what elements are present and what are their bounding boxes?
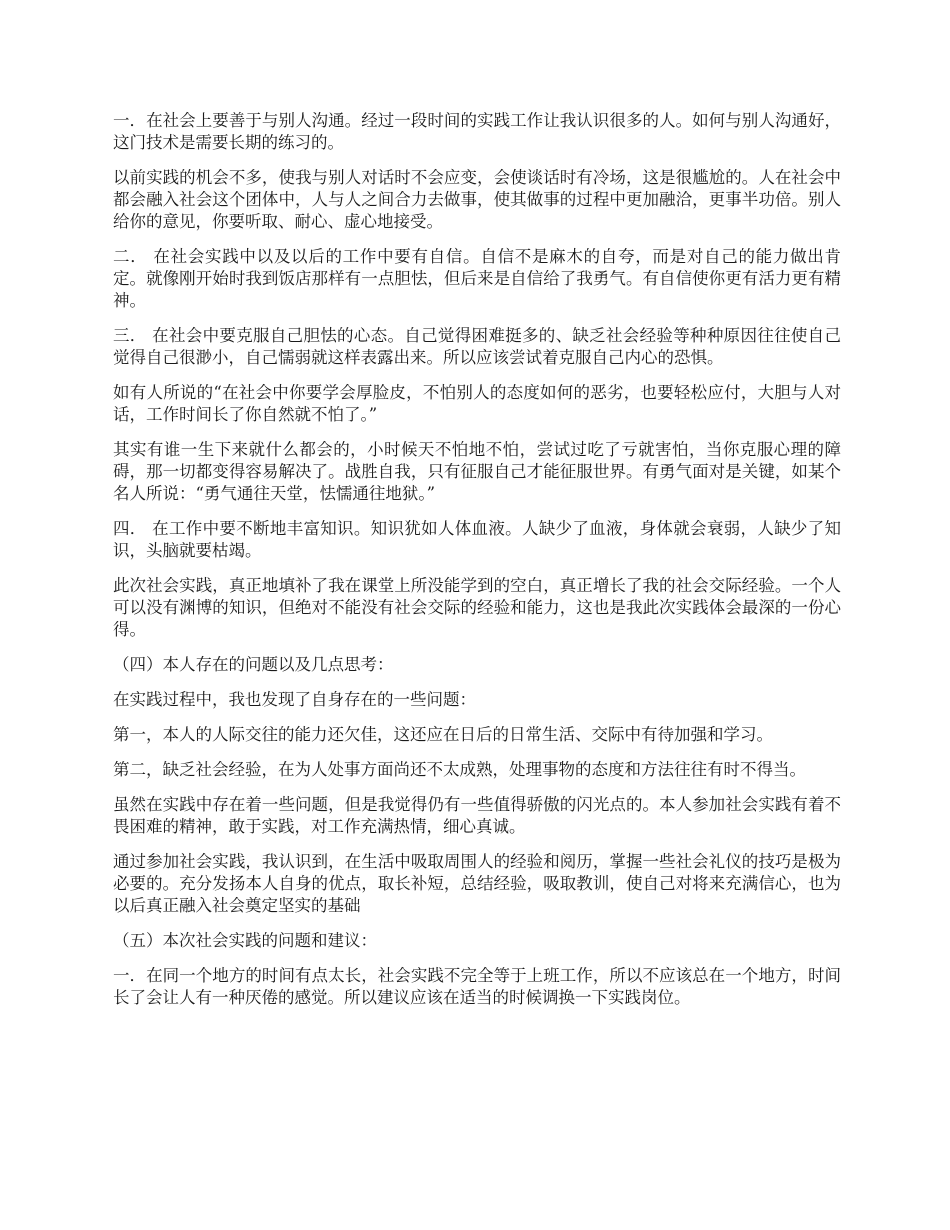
paragraph-12: 第二，缺乏社会经验，在为人处事方面尚还不太成熟，处理事物的态度和方法往往有时不得当。 xyxy=(113,760,806,779)
paragraph-2: 以前实践的机会不多，使我与别人对话时不会应变，会使谈话时有冷场，这是很尴尬的。人在社会中都会融入社会这个团体中，人与人之间合力去做事，使其做事的过程中更加融洽，更事半功倍。别人给你的意见，你要听取、耐心、虚心地接受。 xyxy=(113,168,841,231)
section-heading-4: （四）本人存在的问题以及几点思考： xyxy=(113,655,394,674)
paragraph-1: 一．在社会上要善于与别人沟通。经过一段时间的实践工作让我认识很多的人。如何与别人沟通好，这门技术是需要长期的练习的。 xyxy=(113,111,841,152)
paragraph-4: 三． 在社会中要克服自己胆怯的心态。自己觉得困难挺多的、缺乏社会经验等种种原因往往使自己觉得自己很渺小，自己懦弱就这样表露出来。所以应该尝试着克服自己内心的恐惧。 xyxy=(113,326,841,367)
document-body xyxy=(113,110,841,1022)
paragraph-5: 如有人所说的“在社会中你要学会厚脸皮，不怕别人的态度如何的恶劣，也要轻松应付，大胆与人对话，工作时间长了你自然就不怕了。” xyxy=(113,383,841,424)
section-heading-5: （五）本次社会实践的问题和建议： xyxy=(113,931,377,950)
paragraph-8: 此次社会实践，真正地填补了我在课堂上所没能学到的空白，真正增长了我的社会交际经验。一个人可以没有渊博的知识，但绝对不能没有社会交际的经验和能力，这也是我此次实践体会最深的一份心得。 xyxy=(113,576,841,639)
paragraph-7: 四． 在工作中要不断地丰富知识。知识犹如人体血液。人缺少了血液，身体就会衰弱，人缺少了知识，头脑就要枯竭。 xyxy=(113,519,841,560)
paragraph-14: 通过参加社会实践，我认识到，在生活中吸取周围人的经验和阅历，掌握一些社会礼仪的技巧是极为必要的。充分发扬本人自身的优点，取长补短，总结经验，吸取教训，使自己对将来充满信心，也为以后真正融入社会奠定坚实的基础 xyxy=(113,852,841,915)
paragraph-16: 一．在同一个地方的时间有点太长，社会实践不完全等于上班工作，所以不应该总在一个地方，时间长了会让人有一种厌倦的感觉。所以建议应该在适当的时候调换一下实践岗位。 xyxy=(113,966,841,1007)
paragraph-11: 第一，本人的人际交往的能力还欠佳，这还应在日后的日常生活、交际中有待加强和学习。 xyxy=(113,725,773,744)
paragraph-3: 二． 在社会实践中以及以后的工作中要有自信。自信不是麻木的自夸，而是对自己的能力做出肯定。就像刚开始时我到饭店那样有一点胆怯，但后来是自信给了我勇气。有自信使你更有活力更有精神。 xyxy=(113,247,841,310)
paragraph-13: 虽然在实践中存在着一些问题，但是我觉得仍有一些值得骄傲的闪光点的。本人参加社会实践有着不畏困难的精神，敢于实践，对工作充满热情，细心真诚。 xyxy=(113,795,841,836)
paragraph-10: 在实践过程中，我也发现了自身存在的一些问题： xyxy=(113,690,476,709)
paragraph-6: 其实有谁一生下来就什么都会的，小时候天不怕地不怕，尝试过吃了亏就害怕，当你克服心理的障碍，那一切都变得容易解决了。战胜自我，只有征服自己才能征服世界。有勇气面对是关键，如某个名人所说：“勇气通往天堂，怯懦通往地狱。” xyxy=(113,440,841,503)
